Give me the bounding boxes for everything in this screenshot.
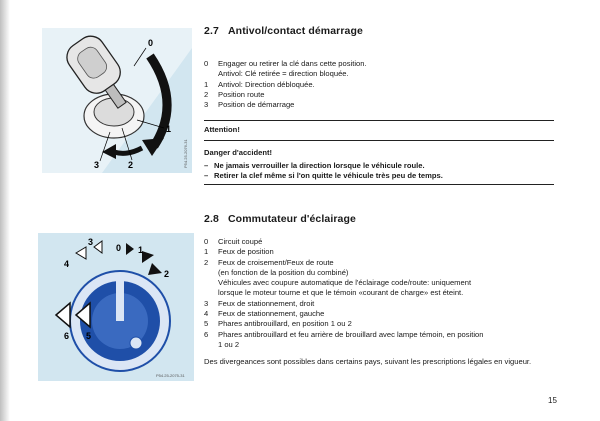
- figure-label-2: 2: [164, 269, 170, 279]
- list-item: [204, 80, 554, 90]
- item-key: 2: [204, 257, 209, 267]
- item-text: Position route: [218, 89, 265, 99]
- legal-note: Des divergeances sont possibles dans certains pays, suivant les prescriptions légales en vigueur.: [204, 357, 532, 367]
- bullet-text: Ne jamais verrouiller la direction lorsque le véhicule roule.: [214, 161, 425, 171]
- position-list: [204, 237, 554, 350]
- divider: [204, 140, 554, 141]
- item-key: 0: [204, 237, 209, 246]
- list-item: [204, 299, 554, 309]
- item-key: 0: [204, 59, 209, 68]
- item-key: 5: [204, 319, 209, 329]
- item-key: 4: [204, 309, 209, 319]
- item-key: 3: [204, 298, 209, 308]
- list-item: [204, 258, 554, 299]
- divider: [204, 120, 554, 121]
- figure-label-0: 0: [116, 243, 122, 253]
- item-key: 2: [204, 89, 209, 99]
- section-number: 2.7: [204, 25, 219, 37]
- figure-label-3: 3: [94, 160, 100, 170]
- item-key: 6: [204, 329, 209, 339]
- item-text: 1 ou 2: [218, 339, 240, 349]
- list-item: [204, 319, 554, 329]
- section-title-text: Commutateur d'éclairage: [228, 213, 356, 225]
- warning-bullet: [204, 171, 554, 181]
- light-switch-figure: [38, 233, 194, 381]
- figure-label-6: 6: [64, 331, 70, 341]
- list-item: [204, 309, 554, 319]
- section-ignition: [204, 25, 554, 187]
- figure-label-0: 0: [148, 38, 154, 48]
- list-item: [204, 59, 554, 80]
- figure-label-1: 1: [138, 245, 144, 255]
- figure-code: P54.25-2076-31: [183, 139, 188, 168]
- page-number: 15: [548, 396, 557, 405]
- item-text: Feux de croisement/Feux de route: [218, 257, 334, 267]
- bullet-mark: –: [204, 171, 209, 181]
- figure-label-2: 2: [128, 160, 134, 170]
- ignition-lock-figure: [42, 28, 192, 173]
- bullet-mark: –: [204, 161, 209, 171]
- figure-label-1: 1: [166, 124, 172, 134]
- bullet-text: Retirer la clef même si l'on quitte le véhicule très peu de temps.: [214, 171, 443, 181]
- list-item: [204, 90, 554, 100]
- section-number: 2.8: [204, 213, 219, 225]
- list-item: [204, 247, 554, 257]
- figure-label-5: 5: [86, 331, 92, 341]
- list-item: [204, 330, 554, 351]
- figure-code: P54.25-2075-31: [156, 373, 185, 378]
- item-text: Position de démarrage: [218, 100, 295, 110]
- item-text: (en fonction de la position du combiné): [218, 267, 349, 277]
- figure-label-4: 4: [64, 259, 70, 269]
- divider: [204, 184, 554, 185]
- list-item: [204, 100, 554, 110]
- fog-light-icon: [130, 337, 142, 349]
- item-text: lorsque le moteur tourne et que le témoin «courant de charge» est éteint.: [218, 288, 464, 298]
- section-title: [204, 213, 554, 225]
- section-title-text: Antivol/contact démarrage: [228, 25, 363, 37]
- item-text: Feux de position: [218, 247, 274, 257]
- item-text: Phares antibrouillard, en position 1 ou 2: [218, 319, 352, 329]
- knob-pointer: [116, 281, 124, 321]
- light-switch-illustration: [38, 233, 194, 381]
- item-text: Feux de stationnement, droit: [218, 298, 315, 308]
- warning-subtitle: Danger d'accident!: [204, 147, 273, 157]
- item-text: Circuit coupé: [218, 237, 263, 246]
- list-item: [204, 237, 554, 247]
- position-list: [204, 59, 554, 110]
- item-key: 3: [204, 100, 209, 110]
- item-text: Feux de stationnement, gauche: [218, 309, 325, 319]
- figure-label-3: 3: [88, 237, 94, 247]
- item-key: 1: [204, 79, 209, 89]
- warning-title: Attention!: [204, 125, 240, 135]
- section-light-switch: [204, 213, 554, 368]
- warning-box: [204, 120, 554, 184]
- warning-bullet: [204, 161, 554, 171]
- item-text: Engager ou retirer la clé dans cette position.: [218, 59, 367, 68]
- page-edge-shadow: [0, 0, 10, 421]
- item-text: Antivol: Clé retirée = direction bloquée.: [218, 69, 349, 79]
- item-text: Véhicules avec coupure automatique de l'éclairage code/route: uniquement: [218, 278, 472, 288]
- item-key: 1: [204, 247, 209, 257]
- item-text: Phares antibrouillard et feu arrière de brouillard avec lampe témoin, en position: [218, 329, 484, 339]
- item-text: Antivol: Direction débloquée.: [218, 79, 315, 89]
- ignition-lock-illustration: [42, 28, 192, 173]
- section-title: [204, 25, 554, 37]
